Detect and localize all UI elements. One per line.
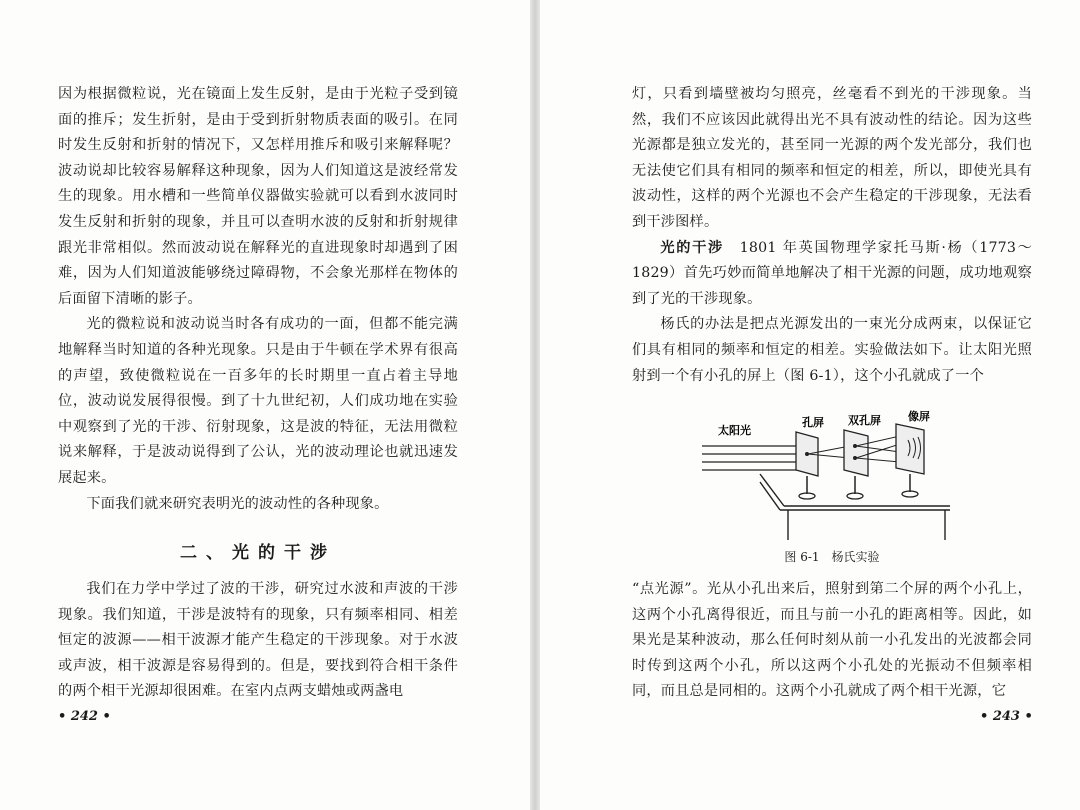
label-pinhole-screen: 孔屏	[802, 416, 824, 429]
paragraph: 光的微粒说和波动说当时各有成功的一面，但都不能完满地解释当时知道的各种光现象。只是由于牛顿在学术界有很高的声望，致使微粒说在一百多年的长时期里一直占着主导地位，波动说发展得很慢。到了十九世纪初，人们成功地在实验中观察到了光的干涉、衍射现象，这是波的特征，无法用微粒说来解释，于是波动说得到了公认，光的波动理论也就迅速发展起来。	[58, 316, 458, 486]
paragraph: 我们在力学中学过了波的干涉，研究过水波和声波的干涉现象。我们知道，干涉是波特有的现象，只有频率相同、相差恒定的波源——相干波源才能产生稳定的干涉现象。对于水波或声波，相干波源是容易得到的。但是，要找到符合相干条件的两个相干光源却很困难。在室内点两支蜡烛或两盏电	[58, 581, 458, 700]
label-double-hole-screen: 双孔屏	[848, 414, 881, 427]
right-text-top	[632, 82, 1032, 389]
paragraph-text: 1801 年英国物理学家托马斯·杨（1773～1829）首先巧妙而简单地解决了相干光源的问题，成功地观察到了光的干涉现象。	[632, 239, 1032, 307]
paragraph: 灯，只看到墙壁被均匀照亮，丝毫看不到光的干涉现象。当然，我们不应该因此就得出光不具有波动性的结论。因为这些光源都是独立发光的，甚至同一光源的两个发光部分，我们也无法使它们具有相同的频率和恒定的相差，所以，即使光具有波动性，这样的两个光源也不会产生稳定的干涉现象，无法看到干涉图样。	[632, 86, 1032, 230]
right-page	[540, 0, 1080, 810]
left-page	[0, 0, 530, 810]
page-number: • 243 •	[980, 709, 1033, 724]
page-number: • 242 •	[58, 709, 111, 724]
section-heading: 二、光的干涉	[180, 543, 336, 563]
label-image-screen: 像屏	[908, 410, 930, 423]
paragraph: “点光源”。光从小孔出来后，照射到第二个屏的两个小孔上，这两个小孔离得很近，而且与前一小孔的距离相等。因此，如果光是某种波动，那么任何时刻从前一小孔发出的光波都会同时传到这两个小孔，所以这两个小孔处的光振动不但频率相同，而且总是同相的。这两个小孔就成了两个相干光源，它	[632, 581, 1032, 700]
paragraph	[632, 236, 1032, 313]
double-hole-screen-shape	[844, 430, 868, 499]
left-text-top	[58, 82, 458, 517]
pinhole-screen-shape	[796, 432, 818, 499]
young-experiment-figure	[700, 402, 960, 542]
paragraph: 因为根据微粒说，光在镜面上发生反射，是由于光粒子受到镜面的推斥；发生折射，是由于受到折射物质表面的吸引。在同时发生反射和折射的情况下，又怎样用推斥和吸引来解释呢？波动说却比较容易解释这种现象，因为人们知道这是波经常发生的现象。用水槽和一些简单仪器做实验就可以看到水波同时发生反射和折射的现象，并且可以查明水波的反射和折射规律跟光非常相似。然而波动说在解释光的直进现象时却遇到了困难，因为人们知道波能够绕过障碍物，不会象光那样在物体的后面留下清晰的影子。	[58, 86, 458, 307]
left-text-bottom	[58, 577, 458, 705]
image-screen-shape	[896, 424, 924, 497]
book-gutter	[530, 0, 540, 810]
right-text-bottom	[632, 577, 1032, 705]
paragraph: 下面我们就来研究表明光的波动性的各种现象。	[86, 495, 389, 512]
figure-caption: 图 6-1 杨氏实验	[784, 550, 880, 564]
sunlight-rays	[702, 446, 804, 470]
label-sunlight: 太阳光	[718, 424, 751, 437]
subsection-title: 光的干涉	[660, 239, 724, 256]
paragraph: 杨氏的办法是把点光源发出的一束光分成两束，以保证它们具有相同的频率和恒定的相差。实验做法如下。让太阳光照射到一个有小孔的屏上（图 6-1），这个小孔就成了一个	[632, 316, 1032, 384]
